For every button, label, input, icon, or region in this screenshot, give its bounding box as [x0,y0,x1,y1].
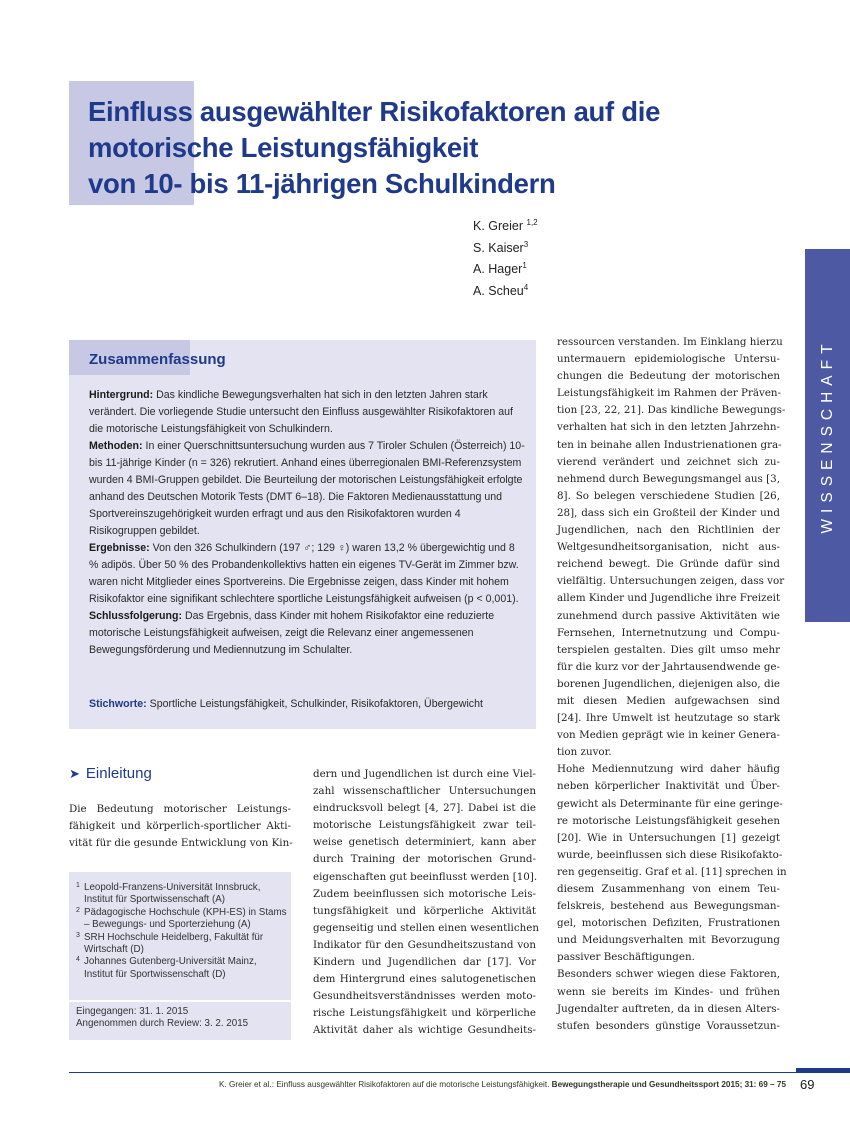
text-line: Besonders schwer wiegen diese Faktoren, [557,968,780,981]
abstract-section-label: Hintergrund: [89,389,154,401]
affiliation-marker: 4 [76,956,80,964]
section-heading-text: Einleitung [85,765,152,782]
abstract-box [69,340,536,729]
abstract-section [89,438,525,540]
footer-rule [69,1072,850,1073]
text-line: vierend verändert und zeichnet sich zu- [557,455,780,468]
text-line: zunehmend durch passive Aktivitäten wie [557,609,780,622]
text-line: motorische Leistungsfähigkeit zwar teil- [313,819,536,832]
text-line: ressourcen verstanden. Im Einklang hierzu [557,336,783,348]
text-line: allem Kinder und Jugendliche ihre Freizeit [557,592,781,605]
abstract-body [89,387,525,659]
author-list [473,214,538,300]
text-line: 28], dass sich ein Großteil der Kinder und [557,506,780,519]
text-line: wurde, beeinflussen sich diese Risikofakto- [557,848,783,861]
text-line: dern und Jugendlichen ist durch eine Viel- [313,768,536,780]
affiliation-marker: 2 [76,906,80,914]
abstract-keywords [89,698,483,710]
text-line: fähigkeit und körperlich-sportlicher Akti- [69,820,291,833]
text-line: gewicht als Determinante für eine geringe- [557,797,783,810]
author: S. Kaiser$^3$ [473,239,529,255]
affiliation-item [76,907,288,932]
affiliation-text: Pädagogische Hochschule (KPH-ES) in Stams – Bewegungs- und Sporterziehung (A) [84,906,287,931]
text-line: eigenschaften gut beeinflusst werden [10]. [313,870,538,883]
text-line: [20]. Wie in Untersuchungen [1] gezeigt [557,831,780,844]
received-date: Eingegangen: 31. 1. 2015 [76,1006,189,1017]
text-line: Jugendalter auftreten, da in diesen Alters- [557,1002,780,1015]
text-line: tungsfähigkeit und körperliche Aktivität [313,904,536,917]
text-line: rische Leistungsfähigkeit und körperliche [313,1007,536,1020]
text-line: mit diesen Medien aufgewachsen sind [557,694,780,707]
side-tab-label: WISSENSCHAFT [818,337,836,534]
abstract-section-label: Ergebnisse: [89,542,150,554]
title-line: Einfluss ausgewählter Risikofaktoren auf die [88,96,661,127]
page-number: 69 [800,1077,815,1092]
title-line: motorische Leistungsfähigkeit [88,132,479,163]
text-line: reichend bewegt. Die Gründe dafür sind [557,558,780,571]
text-line: durch Training der motorischen Grund- [313,853,536,866]
text-line: 8]. So belegen verschiedene Studien [26, [557,489,780,502]
text-line: Aktivität daher als wichtige Gesundheits- [313,1024,536,1037]
text-line: stufen besonders günstige Voraussetzun- [557,1019,780,1032]
author: K. Greier $^{1,2}$ [473,218,538,233]
author: A. Scheu$^4$ [473,282,529,298]
accepted-date: Angenommen durch Review: 3. 2. 2015 [76,1018,249,1030]
text-line: terspielen gestalten. Dies gilt umso mehr [557,643,780,656]
text-line: passiver Beschäftigungen. [557,951,695,964]
text-line: ren gegenseitig. Graf et al. [11] sprechen in [557,865,787,878]
affiliations-box [69,872,291,1040]
text-line: Die Bedeutung motorischer Leistungs- [69,803,291,815]
affiliation-marker: 3 [76,931,80,939]
text-line: neben körperlicher Inaktivität und Über- [557,780,780,793]
author: A. Hager$^1$ [473,261,527,276]
text-line: ten in beinahe allen Industrienationen gra- [557,438,782,451]
body-column-3 [557,334,787,1035]
section-heading [69,765,152,782]
title-line: von 10- bis 11-jährigen Schulkindern [88,168,556,199]
text-line: weise genetisch determiniert, kann aber [313,836,536,849]
submission-dates [76,1006,288,1031]
text-line: [24]. Ihre Umwelt ist heutzutage so stark [557,712,780,725]
affiliation-marker: 1 [76,882,80,889]
text-line: zahl wissenschaftlicher Untersuchungen [313,785,536,798]
text-line: Jugendlichen, nach den Richtlinien der [557,524,780,537]
text-line: nehmend durch Bewegungsmangel aus [3, [557,472,780,485]
affiliation-item [76,932,288,957]
affiliation-item [76,956,288,981]
affiliation-item [76,882,288,907]
keywords-label: Stichworte: [89,698,147,710]
text-line: gegenseitig und stellen einen wesentlichen [313,921,539,934]
affiliation-text: SRH Hochschule Heidelberg, Fakultät für Wirtschaft (D) [84,931,264,956]
affiliation-list [76,882,288,981]
abstract-section-text: Das Ergebnis, dass Kinder mit hohem Risikofaktor eine reduzierte motorische Leistungsfähigkeit aufweisen, zeigt die Relevanz einer angemessenen Bewegungsförderung und Mediennutzung im Schulalter. [89,610,495,656]
text-line: felskreis, bestehend aus Bewegungsman- [557,900,780,913]
text-line: wenn sie bereits im Kindes- und frühen [557,985,780,998]
text-line: Weltgesundheitsorganisation, nicht aus- [557,541,780,554]
text-line: und Meidungsverhalten mit Bevorzugung [557,934,780,947]
abstract-section [89,608,525,659]
section-side-tab [805,249,850,622]
text-line: Indikator für den Gesundheitszustand von [313,938,536,951]
text-line: untermauern epidemiologische Untersu- [557,353,780,366]
abstract-section-text: Von den 326 Schulkindern (197 ♂; 129 ♀) waren 13,2 % übergewichtig und 8 % adipös. Über 50 % des Probandenkollektivs hatten ein eigenes TV-Gerät im Zimmer bzw. waren nicht Mitglieder eines Sportvereins. Die Ergebnisse zeigen, dass Kinder mit hohem Risikofaktor eine signifikant schlechtere sportliche Leistungsfähigkeit aufweisen (p < 0,001). [89,542,519,605]
abstract-section [89,540,525,608]
text-line: vielfältig. Untersuchungen zeigen, dass vor [557,575,785,588]
abstract-section-label: Schlussfolgerung: [89,610,182,622]
text-line: Kindern und Jugendlichen dar [17]. Vor [313,956,536,969]
text-line: von Medien geprägt wie in keiner Genera- [557,729,780,742]
text-line: für die kurz vor der Jahrtausendwende ge- [557,660,780,673]
keywords-text: Sportliche Leistungsfähigkeit, Schulkinder, Risikofaktoren, Übergewicht [149,698,483,710]
article-title [88,94,660,202]
text-line: Zudem beeinflussen sich motorische Leis- [313,887,536,900]
text-line: vität für die gesunde Entwicklung von Kin- [69,837,293,850]
text-line: tion [23, 22, 21]. Das kindliche Bewegungs- [557,404,786,417]
affiliation-text: Johannes Gutenberg-Universität Mainz, Institut für Sportwissenschaft (D) [84,956,257,980]
text-line: re motorische Leistungsfähigkeit gesehen [557,814,780,827]
text-line: Fernsehen, Internetnutzung und Compu- [557,626,780,639]
text-line: eindrucksvoll belegt [4, 27]. Dabei ist die [313,802,536,815]
text-line: Gesundheitsverständnisses werden moto- [313,990,536,1003]
footer-journal: Bewegungstherapie und Gesundheitssport 2015; 31: 69 – 75 [551,1080,786,1089]
affiliations-divider [69,1000,291,1002]
affiliation-text: Leopold-Franzens-Universität Innsbruck, Institut für Sportwissenschaft (A) [84,882,261,906]
abstract-section [89,387,525,438]
body-column-1 [69,801,291,852]
text-line: tion zuvor. [557,746,612,759]
text-line: verhalten hat sich in den letzten Jahrzehn- [557,421,780,434]
footer-accent-mark [796,1068,850,1073]
arrow-icon: ➤ [69,766,80,781]
text-line: borenen Jugendlichen, diejenigen also, die [557,677,780,690]
text-line: Hohe Mediennutzung wird daher häufig [557,763,780,776]
text-line: Leistungsfähigkeit im Rahmen der Präven- [557,387,782,400]
body-column-2 [313,766,539,1040]
footer-citation [171,1080,786,1089]
text-line: gel, motorischen Defiziten, Frustrationen [557,917,780,930]
text-line: dem Hintergrund eines salutogenetischen [313,973,536,986]
text-line: diesem Zusammenhang von einem Teu- [557,883,780,895]
abstract-section-label: Methoden: [89,440,143,452]
footer-citation-text: K. Greier et al.: Einfluss ausgewählter Risikofaktoren auf die motorische Leistungsfähigkeit. [218,1080,550,1089]
abstract-section-text: In einer Querschnittsuntersuchung wurden aus 7 Tiroler Schulen (Österreich) 10- bis 11-jährige Kinder (n = 326) rekrutiert. Anhand eines überregionalen BMI-Referenzsystem wurden 4 BMI-Gruppen gebildet. Die Beurteilung der motorischen Leistungsfähigkeit erfolgte anhand des Deutschen Motorik Tests (DMT 6–18). Die Faktoren Medienausstattung und Sportvereinszugehörigkeit wurden erfragt und aus den Risikofaktoren wurden 4 Risikogruppen gebildet. [89,440,525,537]
abstract-heading: Zusammenfassung [89,351,226,368]
abstract-section-text: Das kindliche Bewegungsverhalten hat sich in den letzten Jahren stark verändert. Die vorliegende Studie untersucht den Einfluss ausgewählter Risikofaktoren auf die motorische Leistungsfähigkeit von Schulkindern. [89,389,513,435]
text-line: chungen die Bedeutung der motorischen [557,370,780,383]
